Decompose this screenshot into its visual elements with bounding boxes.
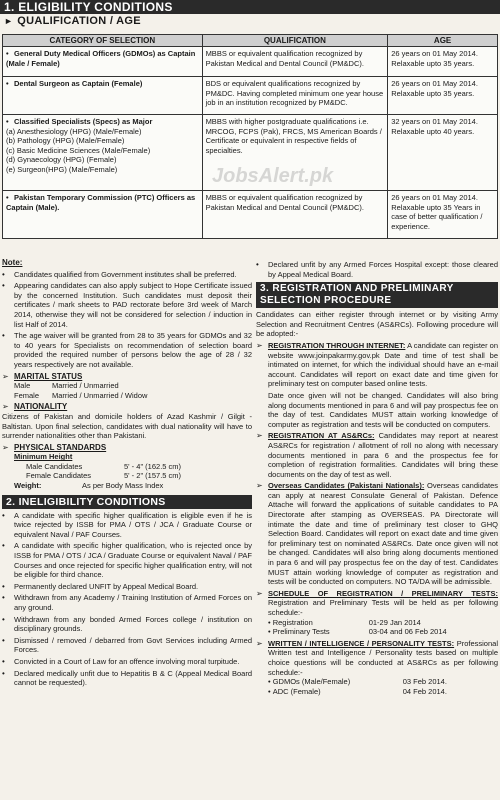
list-item: Weight: As per Body Mass Index: [14, 481, 164, 491]
physical-heading: PHYSICAL STANDARDS: [14, 442, 107, 452]
notes-heading: Note:: [2, 258, 23, 267]
bullet-icon: •: [2, 331, 5, 341]
written-text: Professional Written test and Intelligence / Personality tests based on multiple choice questions will be conducted at AS&RCs as per following schedule:-: [268, 638, 498, 677]
bullet-icon: •: [2, 581, 5, 591]
category-text: Dental Surgeon as Captain (Female): [14, 79, 143, 88]
list-item: • Withdrawn from any bonded Armed Forces college / institution on disciplinary grounds.: [2, 614, 252, 634]
bullet-icon: •: [2, 593, 5, 603]
category-cell: • General Duty Medical Officers (GDMOs) as Captain (Male / Female): [3, 47, 203, 77]
internet-label: REGISTRATION THROUGH INTERNET:: [268, 340, 406, 350]
internet-text: A candidate can register on website www.joinpakarmy.gov.pk Date and time of test shall be intimated on internet, for which the individual should have an e-mail account. Candidates will report on exact date and time given for preliminary test on computer based online tests.: [268, 340, 499, 389]
list-item: Female Candidates 5' - 2" (157.5 cm): [26, 471, 182, 481]
list-item: • Permanently declared UNFIT by Appeal Medical Board.: [2, 581, 199, 591]
list-item: • Appearing candidates can also apply subject to Hope Certificate issued by the concerned Institution. Such candidates must deposit their certificates / mark sheets to PAD rectorate before 3rd week of March 2014, otherwise they will not be considered for selection / induction in list Half of 2014.: [2, 281, 252, 329]
list-item: • Declared medically unfit due to Hepatitis B & C (Appeal Medical Board cannot be requested).: [2, 668, 252, 688]
section-3-intro: Candidates can either register through internet or by visiting Army Selection and Recruitment Centres (AS&RCs). Following procedure will be adopted:-: [256, 310, 498, 339]
right-column: [256, 258, 498, 696]
internet-text-2: Date once given will not be changed. Candidates will also bring along documents mentioned in para 6 and will pay prospectus fee on the day of test. Candidates MUST attain working knowledge of computer as registration and tests will be conducted on computers.: [268, 390, 498, 429]
marital-heading-row: [2, 372, 252, 382]
category-cell: • Dental Surgeon as Captain (Female): [3, 77, 203, 115]
bullet-icon: •: [2, 281, 5, 291]
table-row: [3, 191, 498, 239]
category-text: Classified Specialists (Specs) as Major: [14, 117, 153, 126]
list-item: • Convicted in a Court of Law for an offence involving moral turpitude.: [2, 656, 240, 666]
qualification-table: [2, 34, 498, 239]
category-text: General Duty Medical Officers (GDMOs) as Captain (Male / Female): [6, 49, 196, 68]
qualification-cell: MBBS or equivalent qualification recognized by Pakistan Medical and Dental Council (PM&DC).: [202, 47, 388, 77]
qualification-cell: BDS or equivalent qualifications recognized by PM&DC. Having completed minimum one year house job in an institution recognized by PM&DC.: [202, 77, 388, 115]
age-cell: 26 years on 01 May 2014. Relaxable upto 35 years.: [388, 47, 498, 77]
arrow-icon: ➢: [256, 481, 263, 491]
arrow-icon: ➢: [2, 371, 9, 381]
bullet-icon: •: [2, 668, 5, 678]
age-cell: 26 years on 01 May 2014. Relaxable upto 35 years.: [388, 77, 498, 115]
arrow-icon: ➢: [2, 442, 9, 452]
list-item: (b) Pathology (HPG) (Male/Female): [6, 136, 125, 145]
registration-asrc: [256, 431, 498, 479]
list-item: (a) Anesthesiology (HPG) (Male/Female): [6, 126, 142, 136]
list-item: • Candidates qualified from Government institutes shall be preferred.: [2, 269, 237, 279]
written-row: • ADC (Female) 04 Feb 2014.: [268, 686, 447, 696]
specialty-list: [6, 127, 199, 175]
col-header-category: CATEGORY OF SELECTION: [3, 35, 203, 47]
written-label: WRITTEN / INTELLIGENCE / PERSONALITY TESTS:: [268, 638, 455, 648]
overseas-label: Overseas Candidates (Pakistani Nationals):: [268, 481, 425, 491]
schedule-text: Registration and Preliminary Tests will be held as per following schedule:-: [268, 598, 498, 617]
bullet-icon: •: [2, 541, 5, 551]
physical-heading-row: [2, 443, 252, 453]
list-item: • A candidate with specific higher qualification, who is rejected once by ISSB for PMA / OTS / JCA / Graduate Course or equivalent Naval / PAF Courses and once rejected for specific higher qualification entry, will not be eligible for third chance.: [2, 541, 252, 580]
bullet-icon: •: [268, 617, 273, 627]
list-item: (d) Gynaecology (HPG) (Female): [6, 155, 117, 164]
table-row: [3, 47, 498, 77]
overseas-candidates: [256, 481, 498, 587]
list-item: Female Married / Unmarried / Widow: [14, 390, 148, 400]
subsection-title: [4, 15, 141, 27]
min-height-label: Minimum Height: [14, 452, 73, 462]
bullet-icon: •: [256, 260, 259, 269]
schedule-block: [256, 589, 498, 618]
arrow-icon: ➢: [256, 638, 263, 648]
arrow-icon: ➢: [256, 431, 263, 441]
subsection-label: QUALIFICATION / AGE: [17, 15, 141, 27]
bullet-icon: •: [268, 627, 273, 637]
nationality-heading-row: [2, 402, 252, 412]
section-3-header: 3. REGISTRATION AND PRELIMINARY SELECTION PROCEDURE: [256, 282, 498, 308]
section-2-header: 2. INELIGIBILITY CONDITIONS: [2, 495, 252, 509]
written-tests-block: [256, 639, 498, 677]
qualification-cell: MBBS or equivalent qualification recognized by Pakistan Medical and Dental Council (PM&DC).: [202, 191, 388, 239]
bullet-icon: •: [2, 614, 5, 624]
triangle-icon: ►: [4, 16, 14, 26]
table-header-row: [3, 35, 498, 47]
asrc-text: Candidates may report at nearest AS&RCs for registration / allotment of roll no along with necessary documents mentioned in para 6 and the prospectus fee for completion of registration formalities. Candidates will bring these documents on the day of test as well.: [268, 431, 499, 479]
watermark-logo: JobsAlert.pk: [212, 165, 334, 187]
category-cell: • Classified Specialists (Specs) as Major (a) Anesthesiology (HPG) (Male/Female) (b) Pathology (HPG) (Male/Female) (c) Basic Medicine Sciences (Male/Female) (d) Gynaecology (HPG) (Female) (e) Surgeon(HPG) (Male/Female): [3, 115, 203, 191]
qualification-cell: MBBS with higher postgraduate qualifications i.e. MRCOG, FCPS (Pak), FRCS, MS American Boards / Certificate or equivalent in respective fields of specialties.: [202, 115, 388, 191]
list-item: • Withdrawn from any Academy / Training Institution of Armed Forces on any ground.: [2, 593, 252, 612]
list-item: • Declared unfit by any Armed Forces Hospital except: those cleared by Appeal Medical Board.: [256, 260, 498, 279]
bullet-icon: •: [268, 677, 273, 687]
written-row: • GDMOs (Male/Female) 03 Feb 2014.: [268, 677, 447, 687]
bullet-icon: •: [2, 656, 5, 666]
age-cell: 32 years on 01 May 2014. Relaxable upto 40 years.: [388, 115, 498, 191]
age-cell: 26 years on 01 May 2014. Relaxable upto 35 Years in case of better qualification / experience.: [388, 191, 498, 239]
bullet-icon: •: [2, 510, 5, 520]
asrc-label: REGISTRATION AT AS&RCs:: [268, 431, 375, 441]
list-item: • A candidate with specific higher qualification is eligible even if he is twice rejected by ISSB for PMA / OTS / JCA / Graduate Course or equivalent Naval / PAF Courses.: [2, 510, 252, 539]
list-item: (c) Basic Medicine Sciences (Male/Female): [6, 145, 151, 155]
table-row: [3, 77, 498, 115]
bullet-icon: •: [2, 635, 5, 645]
nationality-text: Citizens of Pakistan and domicile holders of Azad Kashmir / Gilgit - Baltistan. Upon final selection, candidates with dual nationality will have to surrender nationalities other than Pakistani.: [2, 411, 252, 441]
schedule-row: • Registration 01-29 Jan 2014: [268, 617, 421, 627]
overseas-text: Overseas candidates can apply at nearest Consulate General of Pakistan. Defence Attache will forward the applications of suitable candidates to PA Directorate after stamping as OVERSEAS. PA Directorate will intimate the date and time of preliminary test closer to GHQ Selection Board. Candidates will report on exact date and time given for preliminary test on nominated AS&RCs. Date once given will not be changed. Candidates will also bring along documents mentioned in para 6 and will pay prospectus fee on the day of test. Candidates MUST attain working knowledge of computer as registration and tests will be conducted on computers. NO TA/DA will be admissible.: [268, 481, 498, 587]
list-item: • Dismissed / removed / debarred from Govt Services including Armed Forces.: [2, 635, 252, 655]
list-item: • The age waiver will be granted from 28 to 35 years for GDMOs and 32 to 40 years for Specialists on recommendation of selection board provided the required number of persons below the age of 28 / 32 years respectively are not available.: [2, 331, 252, 369]
section-1-header: 1. ELIGIBILITY CONDITIONS: [0, 0, 500, 14]
category-cell: • Pakistan Temporary Commission (PTC) Officers as Captain (Male).: [3, 191, 203, 239]
bullet-icon: •: [268, 686, 273, 696]
col-header-age: AGE: [388, 35, 498, 47]
schedule-label: SCHEDULE OF REGISTRATION / PRELIMINARY TESTS:: [268, 588, 498, 598]
registration-internet: [256, 341, 498, 389]
marital-heading: MARITAL STATUS: [14, 371, 83, 381]
col-header-qualification: QUALIFICATION: [202, 35, 388, 47]
schedule-row: • Preliminary Tests 03-04 and 06 Feb 2014: [268, 627, 447, 637]
list-item: Male Candidates 5' - 4" (162.5 cm): [26, 461, 182, 471]
arrow-icon: ➢: [256, 340, 263, 350]
nationality-heading: NATIONALITY: [14, 402, 68, 412]
list-item: (e) Surgeon(HPG) (Male/Female): [6, 164, 118, 174]
category-text: Pakistan Temporary Commission (PTC) Officers as Captain (Male).: [6, 193, 196, 212]
left-column: [2, 258, 252, 688]
list-item: Male Married / Unmarried: [14, 381, 119, 391]
bullet-icon: •: [2, 269, 5, 279]
arrow-icon: ➢: [2, 402, 9, 412]
arrow-icon: ➢: [256, 588, 263, 598]
